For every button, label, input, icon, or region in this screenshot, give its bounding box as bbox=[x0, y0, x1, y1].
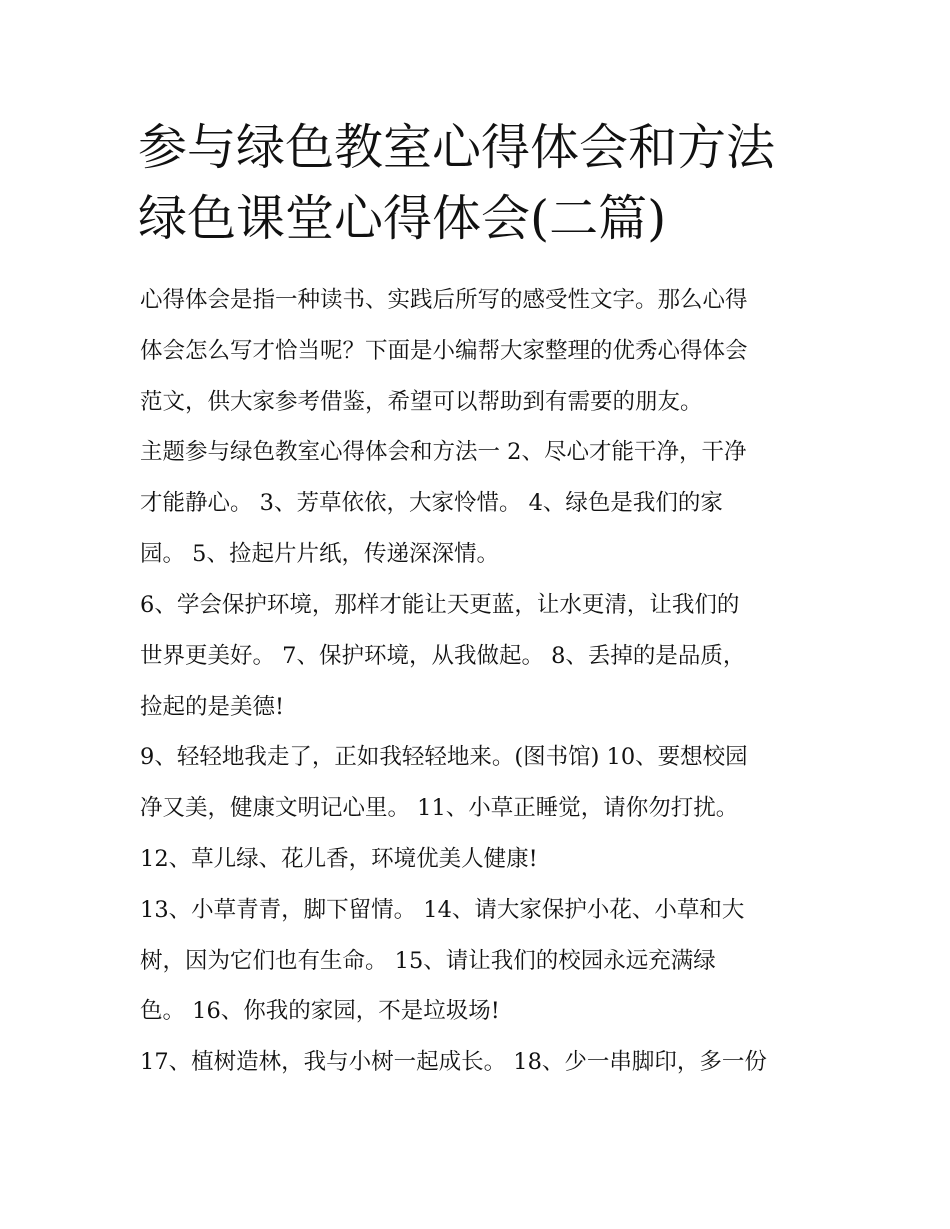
body-line: 13、小草青青，脚下留情。 14、请大家保护小花、小草和大 bbox=[140, 897, 745, 923]
body-line: 净又美，健康文明记心里。 11、小草正睡觉，请你勿打扰。 bbox=[140, 795, 739, 821]
body-line: 主题参与绿色教室心得体会和方法一 2、尽心才能干净，干净 bbox=[140, 439, 747, 465]
body-line: 园。 5、捡起片片纸，传递深深情。 bbox=[140, 541, 499, 567]
body-line: 范文，供大家参考借鉴，希望可以帮助到有需要的朋友。 bbox=[140, 389, 703, 415]
body-line: 9、轻轻地我走了，正如我轻轻地来。(图书馆) 10、要想校园 bbox=[140, 744, 748, 770]
body-line: 世界更美好。 7、保护环境，从我做起。 8、丢掉的是品质， bbox=[140, 643, 746, 669]
body-line: 6、学会保护环境，那样才能让天更蓝，让水更清，让我们的 bbox=[140, 592, 740, 618]
body-line: 捡起的是美德! bbox=[140, 694, 285, 720]
body-line: 17、植树造林，我与小树一起成长。 18、少一串脚印，多一份 bbox=[140, 1049, 767, 1075]
body-line: 色。 16、你我的家园，不是垃圾场! bbox=[140, 998, 500, 1024]
title-line-2: 绿色课堂心得体会(二篇) bbox=[138, 190, 667, 247]
body-line: 体会怎么写才恰当呢？下面是小编帮大家整理的优秀心得体会 bbox=[140, 338, 748, 364]
document-title bbox=[138, 112, 828, 254]
title-line-1: 参与绿色教室心得体会和方法 bbox=[138, 119, 776, 176]
body-line: 12、草儿绿、花儿香，环境优美人健康! bbox=[140, 846, 538, 872]
body-line: 树，因为它们也有生命。 15、请让我们的校园永远充满绿 bbox=[140, 948, 716, 974]
body-line: 心得体会是指一种读书、实践后所写的感受性文字。那么心得 bbox=[140, 287, 748, 313]
body-line: 才能静心。 3、芳草依依，大家怜惜。 4、绿色是我们的家 bbox=[140, 490, 723, 516]
